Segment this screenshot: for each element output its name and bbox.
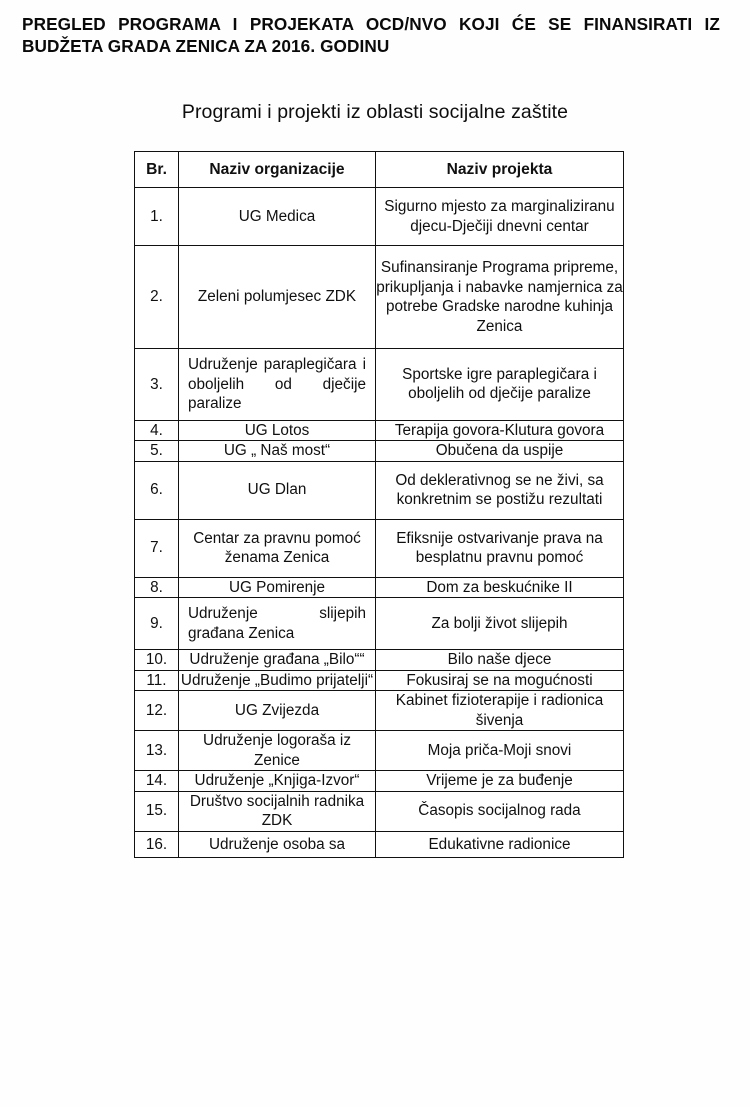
cell-organization: UG Lotos [179,420,376,441]
table-row [135,831,624,858]
cell-project: Dom za beskućnike II [376,577,624,598]
table-row [135,420,624,441]
cell-project: Efiksnije ostvarivanje prava na besplatnu pravnu pomoć [376,519,624,577]
cell-organization: Udruženje logoraša iz Zenice [179,731,376,771]
cell-number: 10. [135,650,179,671]
cell-organization: UG Pomirenje [179,577,376,598]
cell-organization: Udruženje „Knjiga-Izvor“ [179,771,376,792]
cell-organization: UG Medica [179,188,376,246]
cell-project: Bilo naše djece [376,650,624,671]
cell-project: Edukativne radionice [376,831,624,858]
cell-organization: Udruženje slijepih građana Zenica [179,598,376,650]
cell-project: Obučena da uspije [376,441,624,462]
table-body [135,188,624,858]
cell-number: 9. [135,598,179,650]
cell-project: Časopis socijalnog rada [376,791,624,831]
cell-number: 12. [135,691,179,731]
cell-organization: Udruženje osoba sa [179,831,376,858]
column-header-number: Br. [135,152,179,188]
table-row [135,771,624,792]
cell-number: 3. [135,349,179,421]
table-row [135,791,624,831]
cell-project: Od deklerativnog se ne živi, sa konkretnim se postižu rezultati [376,461,624,519]
table-row [135,246,624,349]
cell-number: 7. [135,519,179,577]
document-title-line-1: PREGLED PROGRAMA I PROJEKATA OCD/NVO KOJI ĆE SE FINANSIRATI IZ [22,14,720,34]
cell-organization: Udruženje paraplegičara i oboljelih od dječije paralize [179,349,376,421]
table-row [135,188,624,246]
cell-organization: UG Zvijezda [179,691,376,731]
cell-project: Za bolji život slijepih [376,598,624,650]
table-header-row [135,152,624,188]
cell-number: 4. [135,420,179,441]
table-row [135,461,624,519]
cell-number: 5. [135,441,179,462]
cell-number: 8. [135,577,179,598]
table-header [135,152,624,188]
projects-table [134,151,624,858]
cell-number: 11. [135,670,179,691]
table-row [135,670,624,691]
cell-organization: Centar za pravnu pomoć ženama Zenica [179,519,376,577]
table-row [135,598,624,650]
document-subtitle: Programi i projekti iz oblasti socijalne zaštite [181,101,569,123]
table-row [135,731,624,771]
cell-project: Sigurno mjesto za marginaliziranu djecu-Dječiji dnevni centar [376,188,624,246]
table-row [135,519,624,577]
cell-project: Terapija govora-Klutura govora [376,420,624,441]
cell-project: Sportske igre paraplegičara i oboljelih od dječije paralize [376,349,624,421]
table-row [135,349,624,421]
cell-number: 13. [135,731,179,771]
table-row [135,577,624,598]
column-header-project: Naziv projekta [376,152,624,188]
table-row [135,441,624,462]
cell-number: 1. [135,188,179,246]
cell-number: 16. [135,831,179,858]
cell-organization: UG „ Naš most“ [179,441,376,462]
cell-number: 2. [135,246,179,349]
cell-organization: Udruženje građana „Bilo““ [179,650,376,671]
cell-project: Fokusiraj se na mogućnosti [376,670,624,691]
cell-organization: Društvo socijalnih radnika ZDK [179,791,376,831]
projects-table-container [134,151,623,858]
document-title-line-2: BUDŽETA GRADA ZENICA ZA 2016. GODINU [22,35,390,56]
cell-project: Sufinansiranje Programa pripreme, prikupljanja i nabavke namjernica za potrebe Gradske narodne kuhinja Zenica [376,246,624,349]
cell-number: 15. [135,791,179,831]
cell-project: Vrijeme je za buđenje [376,771,624,792]
cell-project: Moja priča-Moji snovi [376,731,624,771]
document-title [22,14,720,57]
table-row [135,691,624,731]
column-header-organization: Naziv organizacije [179,152,376,188]
table-row [135,650,624,671]
cell-project: Kabinet fizioterapije i radionica šivenja [376,691,624,731]
cell-organization: UG Dlan [179,461,376,519]
cell-organization: Zeleni polumjesec ZDK [179,246,376,349]
cell-number: 6. [135,461,179,519]
cell-number: 14. [135,771,179,792]
cell-organization: Udruženje „Budimo prijatelji“ [179,670,376,691]
